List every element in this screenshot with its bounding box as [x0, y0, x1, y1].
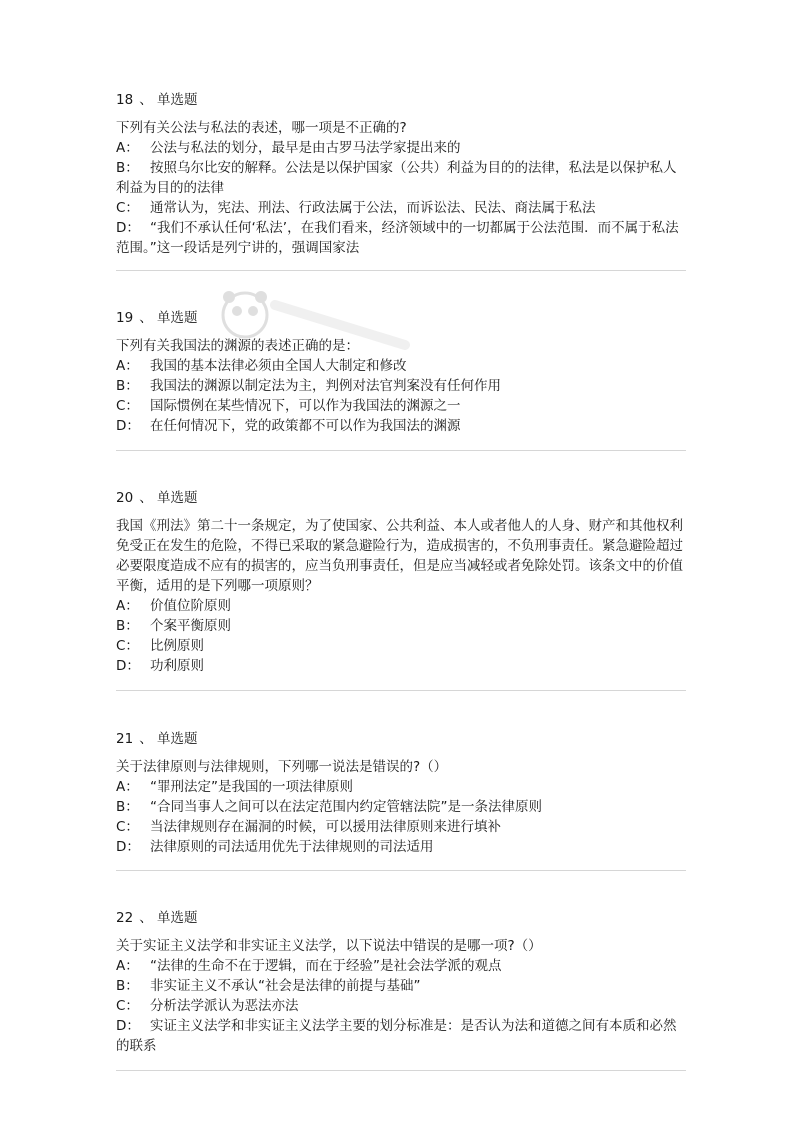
- option-letter: C：: [116, 638, 139, 654]
- option-c: [116, 198, 686, 218]
- question-19: [116, 308, 686, 436]
- option-d: [116, 218, 686, 258]
- question-number: 18: [116, 92, 134, 108]
- option-letter: C：: [116, 398, 139, 414]
- option-a: [116, 138, 686, 158]
- option-text: 个案平衡原则: [150, 618, 231, 634]
- option-c: [116, 396, 686, 416]
- question-separator: 、: [139, 910, 153, 926]
- question-18: [116, 90, 686, 258]
- question-type: 单选题: [156, 490, 198, 506]
- option-text: “罪刑法定”是我国的一项法律原则: [150, 779, 353, 795]
- option-text: 我国的基本法律必须由全国人大制定和修改: [150, 358, 407, 374]
- option-letter: D：: [116, 658, 140, 674]
- option-text: 实证主义法学和非实证主义法学主要的划分标准是：是否认为法和道德之间有本质和必然的联系: [116, 1018, 677, 1054]
- option-letter: B：: [116, 618, 139, 634]
- question-divider: [116, 450, 686, 451]
- option-text: 公法与私法的划分，最早是由古罗马法学家提出来的: [150, 140, 461, 156]
- option-text: 价值位阶原则: [150, 598, 231, 614]
- option-c: [116, 636, 686, 656]
- question-type: 单选题: [156, 910, 198, 926]
- question-21: [116, 729, 686, 857]
- option-text: 比例原则: [150, 638, 204, 654]
- option-text: 通常认为，宪法、刑法、行政法属于公法，而诉讼法、民法、商法属于私法: [150, 200, 596, 216]
- option-text: 分析法学派认为恶法亦法: [150, 998, 299, 1014]
- option-letter: A：: [116, 358, 139, 374]
- option-d: [116, 1016, 686, 1056]
- option-letter: C：: [116, 819, 139, 835]
- option-b: [116, 376, 686, 396]
- option-letter: A：: [116, 958, 139, 974]
- option-letter: B：: [116, 160, 139, 176]
- question-divider: [116, 690, 686, 691]
- question-divider: [116, 270, 686, 271]
- question-stem: 关于实证主义法学和非实证主义法学，以下说法中错误的是哪一项?（）: [116, 938, 542, 954]
- question-header: [116, 908, 686, 928]
- question-separator: 、: [139, 310, 153, 326]
- option-letter: B：: [116, 978, 139, 994]
- option-d: [116, 656, 686, 676]
- question-20: [116, 488, 686, 676]
- option-text: 当法律规则存在漏洞的时候，可以援用法律原则来进行填补: [150, 819, 501, 835]
- option-a: [116, 956, 686, 976]
- question-type: 单选题: [156, 92, 198, 108]
- option-text: “合同当事人之间可以在法定范围内约定管辖法院”是一条法律原则: [150, 799, 542, 815]
- option-letter: C：: [116, 200, 139, 216]
- option-letter: D：: [116, 1018, 140, 1034]
- question-stem: 下列有关公法与私法的表述，哪一项是不正确的?: [116, 120, 407, 136]
- option-text: 按照乌尔比安的解释。公法是以保护国家（公共）利益为目的的法律，私法是以保护私人利益为目的的法律: [116, 160, 677, 196]
- option-letter: C：: [116, 998, 139, 1014]
- question-header: [116, 308, 686, 328]
- option-b: [116, 976, 686, 996]
- question-separator: 、: [139, 490, 153, 506]
- question-number: 22: [116, 910, 134, 926]
- option-letter: B：: [116, 799, 139, 815]
- option-letter: D：: [116, 418, 140, 434]
- option-text: 在任何情况下，党的政策都不可以作为我国法的渊源: [150, 418, 461, 434]
- option-text: 法律原则的司法适用优先于法律规则的司法适用: [150, 839, 434, 855]
- question-number: 21: [116, 731, 134, 747]
- question-type: 单选题: [156, 731, 198, 747]
- option-text: 功利原则: [150, 658, 204, 674]
- option-b: [116, 797, 686, 817]
- option-text: 我国法的渊源以制定法为主，判例对法官判案没有任何作用: [150, 378, 501, 394]
- question-header: [116, 488, 686, 508]
- question-22: [116, 908, 686, 1056]
- option-b: [116, 616, 686, 636]
- question-stem: 我国《刑法》第二十一条规定，为了使国家、公共利益、本人或者他人的人身、财产和其他权利免受正在发生的危险，不得已采取的紧急避险行为，造成损害的，不负刑事责任。紧急避险超过必要限度造成不应有的损害的，应当负刑事责任，但是应当减轻或者免除处罚。该条文中的价值平衡，适用的是下列哪一项原则？: [116, 518, 683, 594]
- option-c: [116, 817, 686, 837]
- question-separator: 、: [139, 92, 153, 108]
- question-number: 19: [116, 310, 134, 326]
- question-number: 20: [116, 490, 134, 506]
- question-stem: 下列有关我国法的渊源的表述正确的是：: [116, 338, 359, 354]
- option-d: [116, 837, 686, 857]
- option-text: “我们不承认任何‘私法’，在我们看来，经济领域中的一切都属于公法范围．而不属于私法范围。”这一段话是列宁讲的，强调国家法: [116, 220, 679, 256]
- option-d: [116, 416, 686, 436]
- option-letter: A：: [116, 779, 139, 795]
- question-stem: 关于法律原则与法律规则，下列哪一说法是错误的?（）: [116, 759, 448, 775]
- option-letter: B：: [116, 378, 139, 394]
- option-text: 非实证主义不承认“社会是法律的前提与基础”: [150, 978, 421, 994]
- option-letter: A：: [116, 140, 139, 156]
- option-c: [116, 996, 686, 1016]
- question-separator: 、: [139, 731, 153, 747]
- option-a: [116, 356, 686, 376]
- option-letter: D：: [116, 839, 140, 855]
- option-text: “法律的生命不在于逻辑，而在于经验”是社会法学派的观点: [150, 958, 502, 974]
- option-text: 国际惯例在某些情况下，可以作为我国法的渊源之一: [150, 398, 461, 414]
- option-letter: A：: [116, 598, 139, 614]
- question-divider: [116, 870, 686, 871]
- option-a: [116, 777, 686, 797]
- option-letter: D：: [116, 220, 140, 236]
- question-header: [116, 90, 686, 110]
- option-b: [116, 158, 686, 198]
- question-type: 单选题: [156, 310, 198, 326]
- question-header: [116, 729, 686, 749]
- option-a: [116, 596, 686, 616]
- question-divider: [116, 1070, 686, 1071]
